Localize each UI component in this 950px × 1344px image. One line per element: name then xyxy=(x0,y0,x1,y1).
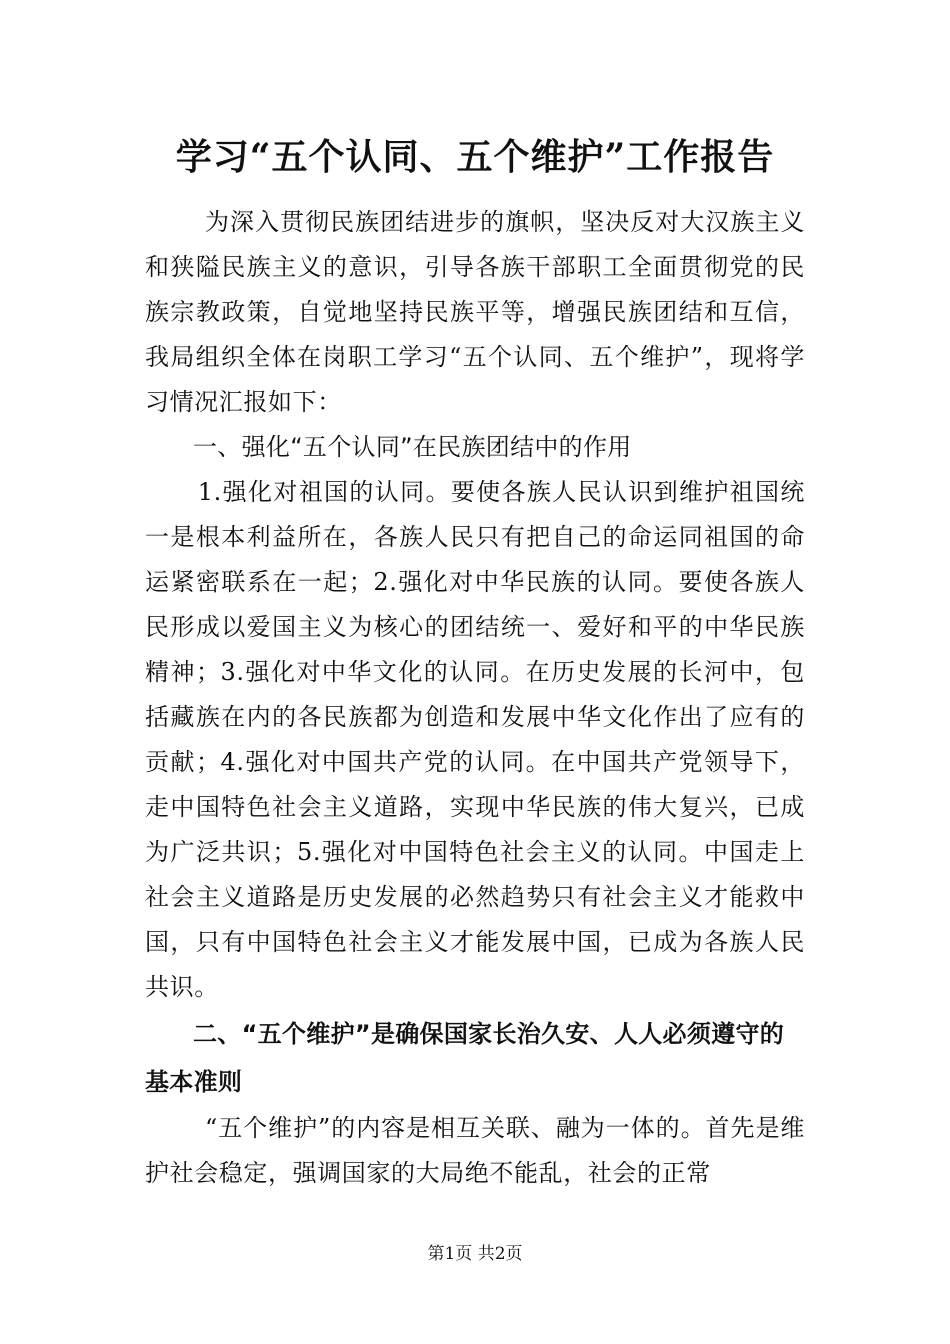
section-1-heading: 一、强化“五个认同”在民族团结中的作用 xyxy=(193,433,632,461)
document-title: 学习“五个认同、五个维护”工作报告 xyxy=(175,136,775,178)
intro-paragraph: 为深入贯彻民族团结进步的旗帜，坚决反对大汉族主义和狭隘民族主义的意识，引导各族干部职工全面贯彻党的民族宗教政策，自觉地坚持民族平等，增强民族团结和互信，我局组织全体在岗职工学习“五个认同、五个维护”，现将学习情况汇报如下： xyxy=(145,208,805,416)
section-2-heading: 二、“五个维护”是确保国家长治久安、人人必须遵守的基本准则 xyxy=(145,1020,785,1096)
section-1-paragraph: 1.强化对祖国的认同。要使各族人民认识到维护祖国统一是根本利益所在，各族人民只有把自己的命运同祖国的命运紧密联系在一起；2.强化对中华民族的认同。要使各族人民形成以爱国主义为核心的团结统一、爱好和平的中华民族精神；3.强化对中华文化的认同。在历史发展的长河中，包括藏族在内的各民族都为创造和发展中华文化作出了应有的贡献；4.强化对中国共产党的认同。在中国共产党领导下，走中国特色社会主义道路，实现中华民族的伟大复兴，已成为广泛共识；5.强化对中国特色社会主义的认同。中国走上社会主义道路是历史发展的必然趋势只有社会主义才能救中国，只有中国特色社会主义才能发展中国，已成为各族人民共识。 xyxy=(145,478,805,1001)
document-body xyxy=(145,200,805,1196)
page-number: 第1页 共2页 xyxy=(427,1244,523,1264)
section-2-paragraph: “五个维护”的内容是相互关联、融为一体的。首先是维护社会稳定，强调国家的大局绝不能乱，社会的正常 xyxy=(145,1114,805,1187)
